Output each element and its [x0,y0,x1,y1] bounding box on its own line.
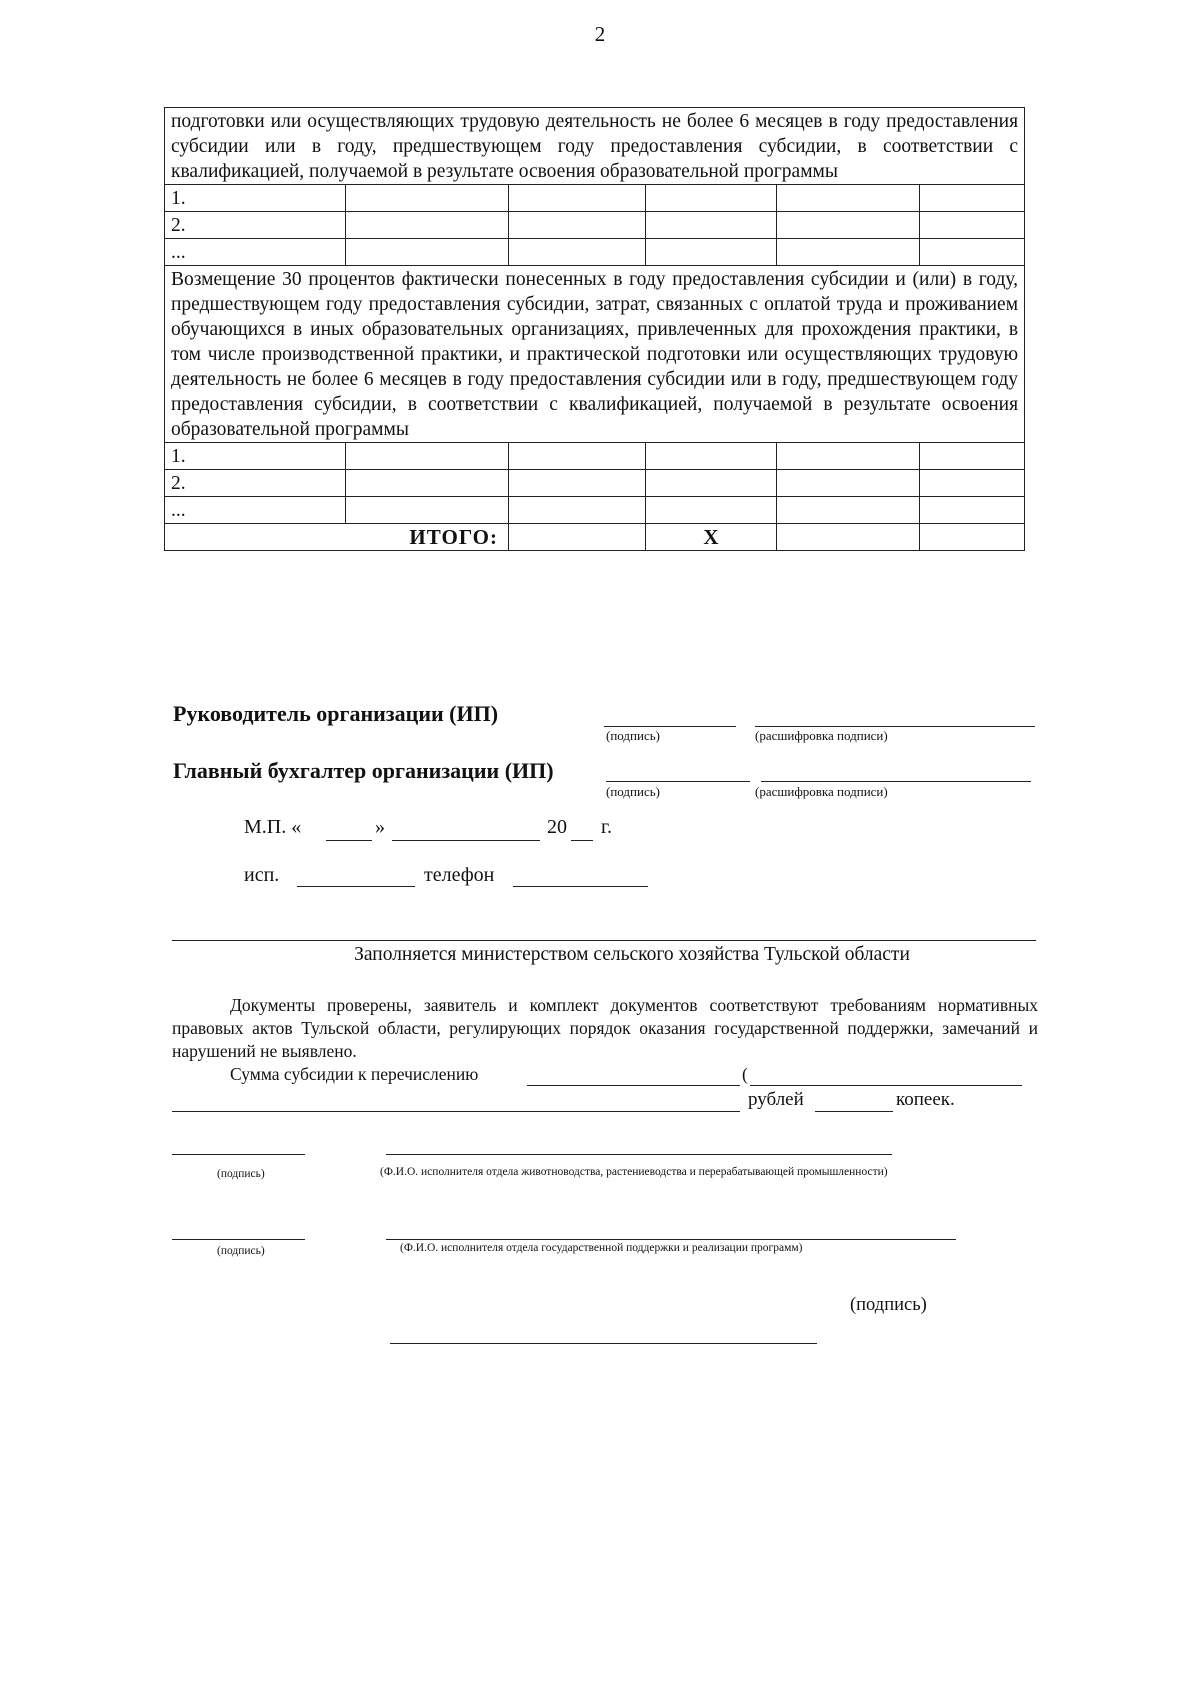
support-signature-caption: (подпись) [217,1245,265,1257]
day-line[interactable] [326,840,372,841]
sum-digits-line[interactable] [527,1085,740,1086]
livestock-signature-caption: (подпись) [217,1168,265,1180]
ministry-paragraph: Документы проверены, заявитель и комплект документов соответствуют требованиям нормативных правовых актов Тульской области, регулирующих порядок оказания государственной поддержки, замечаний и нарушений не выявлено. [172,995,1038,1061]
head-signature-line[interactable] [604,726,736,727]
total-row [165,524,1025,551]
head-label: Руководитель организации (ИП) [173,701,499,726]
isp-line[interactable] [297,886,415,887]
phone-line[interactable] [513,886,648,887]
section2-text: Возмещение 30 процентов фактически понесенных в году предоставления субсидии и (или) в году, предшествующем году предоставления субсидии, затрат, связанных с оплатой труда и проживанием обучающихся в иных образовательных организациях, привлеченных для прохождения практики, в том числе производственной практики, и практической подготовки или осуществляющих трудовую деятельность не более 6 месяцев в году предоставления субсидии или в году, предшествующем году предоставления субсидии, в соответствии с квалификацией, получаемой в результате освоения образовательной программы [165,266,1025,443]
row-number: 2. [165,212,346,239]
support-fio-caption: (Ф.И.О. исполнителя отдела государственной поддержки и реализации программ) [400,1242,803,1254]
isp-label: исп. [244,864,280,886]
head-decode-line[interactable] [755,726,1035,727]
total-x-mark: Х [646,524,777,551]
sum-words-line-1[interactable] [750,1085,1022,1086]
open-paren: ( [742,1064,748,1084]
accountant-decode-line[interactable] [761,781,1031,782]
head-signature-caption: (подпись) [606,728,660,743]
table-row [165,212,1025,239]
row-number: 1. [165,443,346,470]
kopecks-label: копеек. [896,1089,955,1110]
row-number: 2. [165,470,346,497]
accountant-label: Главный бухгалтер организации (ИП) [173,758,554,783]
ministry-heading: Заполняется министерством сельского хозяйства Тульской области [354,944,910,965]
row-number: ... [165,497,346,524]
accountant-decode-caption: (расшифровка подписи) [755,784,888,799]
page-number: 2 [594,22,606,46]
mp-label: М.П. « [244,816,302,838]
rubles-label: рублей [748,1089,804,1110]
livestock-fio-caption: (Ф.И.О. исполнителя отдела животноводства, растениеводства и перерабатывающей промышленности) [380,1166,888,1178]
table-row [165,239,1025,266]
table-row [165,470,1025,497]
year-prefix: 20 [547,816,567,838]
row-number: ... [165,239,346,266]
sum-label: Сумма субсидии к перечислению [230,1064,479,1084]
kopecks-line[interactable] [815,1111,893,1112]
table-row [165,497,1025,524]
row-number: 1. [165,185,346,212]
livestock-fio-line[interactable] [386,1154,892,1155]
section-heading-row [165,266,1025,443]
total-label: ИТОГО: [165,524,509,551]
sum-words-line-2[interactable] [172,1111,740,1112]
mp-close: » [375,816,385,838]
ministry-divider [172,940,1036,941]
support-fio-line[interactable] [386,1239,956,1240]
accountant-signature-caption: (подпись) [606,784,660,799]
livestock-signature-line[interactable] [172,1154,305,1155]
table-row [165,443,1025,470]
support-signature-line[interactable] [172,1239,305,1240]
year-line[interactable] [571,840,593,841]
table-row [165,185,1025,212]
section-heading-row [165,108,1025,185]
section1-text: подготовки или осуществляющих трудовую деятельность не более 6 месяцев в году предоставления субсидии или в году, предшествующем году предоставления субсидии, в соответствии с квалификацией, получаемой в результате освоения образовательной программы [165,108,1025,185]
final-signature-caption: (подпись) [850,1295,927,1315]
phone-label: телефон [424,864,495,886]
year-suffix: г. [601,816,612,838]
head-decode-caption: (расшифровка подписи) [755,728,888,743]
final-signature-line[interactable] [390,1343,817,1344]
month-line[interactable] [392,840,540,841]
accountant-signature-line[interactable] [606,781,750,782]
subsidy-table [164,107,1025,551]
